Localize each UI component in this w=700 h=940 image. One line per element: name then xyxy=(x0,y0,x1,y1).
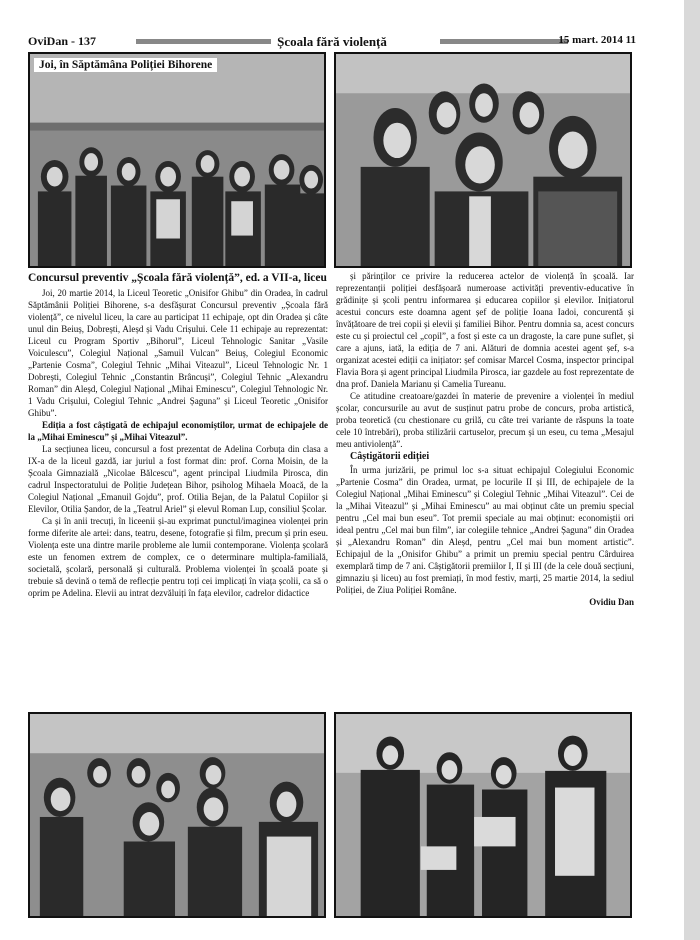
article-headline: Concursul preventiv „Școala fără violență”, ed. a VII-a, liceu xyxy=(28,272,327,284)
section-title: Școala fără violență xyxy=(277,34,387,49)
paragraph: Joi, 20 martie 2014, la Liceul Teoretic „Onisifor Ghibu” din Oradea, în cadrul Săptămânii Poliției Bihorene, s-a desfășurat Concursul preventiv „Școala fără violență”, ce nivelul liceu, la care au participat 11 echipaje, opt din Oradea și câte unul din Beiuș, Dobrești, Aleșd și Vadu Crișului. Cele 11 echipaje au reprezentat: Liceul cu Program Sportiv „Bihorul”, Liceul Tehnologic Sanitar „Vasile Voiculescu”, Colegiul Național „Samuil Vulcan” Beiuș, Colegiul Economic „Partenie Cosma”, Colegiul Tehnic „Mihai Viteazul”, Liceul Tehnologic Nr. 1 Dobrești, Colegiul Tehnic „Constantin Brâncuși”, Colegiul Tehnic „Alexandru Roman” din Aleșd, Colegiul Național „Mihai Eminescu”, Colegiul Tehnologic Nr. 1 Vadu Crișului, Colegiul Tehnic „Andrei Șaguna” și Liceul Teoretic „Onisifor Ghibu”. xyxy=(28,288,328,418)
paragraph-highlight: Ediția a fost câștigată de echipajul economiștilor, urmat de echipajele de la „Mihai Eminescu” și „Mihai Viteazul”. xyxy=(28,420,328,442)
photo-image xyxy=(336,54,630,266)
author-signature: Ovidiu Dan xyxy=(589,597,634,607)
issue-date: 15 mart. 2014 11 xyxy=(558,34,636,46)
page-edge-shadow xyxy=(684,0,700,940)
photo-image xyxy=(30,54,324,266)
paragraph: și părinților ce privire la reducerea actelor de violență în școală. Iar reprezentanții poliției desfășoară numeroase activități preventiv-educative în grădinițe și școli pentru informarea și educarea copiilor și elevilor. Inițiatorul acestui concurs este doamna agent șef de poliție Ioana Iadoi, concurentă și învățătoare de trei copii și elevii și familiei Bihor. Pentru domnia sa, acest concurs este cu și proiectul cel „copil”, a fost și este ca un dragoste, la care pune suflet, și care a ajuns, iată, la ediția de 7 ani. Alături de domnia acestei agent șef, s-a organizat acestei ediții ca inițiator: șef comisar Marcel Cosma, inspector principal Flavia Bora și agent principal Liudmila Pirosca, iar gazdele au fost reprezentate de dna prof. Daniela Marianu și Camelia Tureanu. xyxy=(336,271,634,389)
paragraph: Ce atitudine creatoare/gazdei în materie de prevenire a violenței în mediul școlar, concursurile au avut de susținut patru probe de concurs, proba artistică, proba teoretică (cu chestionare cu grilă, cu câte trei variante de răspuns la toate cele 10 întrebări), proba stilizării cartuselor, precum și un eseu, cu tema „Mesajul meu antiviolență”. xyxy=(336,391,634,449)
header-rule-left xyxy=(136,39,271,44)
photo-image xyxy=(336,714,630,916)
photo-award-ceremony xyxy=(334,712,632,918)
paragraph: În urma jurizării, pe primul loc s-a situat echipajul Colegiului Economic „Partenie Cosma” din Oradea, urmat, pe locurile II și III, de echipajele de la Colegiul Național „Mihai Eminescu” și Colegiul Tehnic „Mihai Viteazul”. Cei de la „Mihai Viteazul” și „Mihai Eminescu” au mai obținut câte un premiu special pentru „Cel mai bun eseu”. Tot premii speciale au mai obținut: economiștii ori ideal pentru „Cel mai bun film”, iar colegiile tehnice „Andrei Șaguna” din Oradea și „Alexandru Roman” din Aleșd, pentru „Cel mai bun moment artistic”. Echipajul de la „Onisifor Ghibu” a primit un premiu special pentru Cârduirea exemplară timp de 7 ani. Câștigătorii premiilor I, II și III (de la cele două secțiuni, gimnaziu și liceu) au fost premiați, în mod festiv, marți, 25 martie 2014, la sediul Poliției, de Ziua Poliției Române. xyxy=(336,465,634,595)
issue-number: OviDan - 137 xyxy=(28,34,97,48)
subheading-winners: Câștigătorii ediției xyxy=(350,451,430,462)
article-column-left xyxy=(28,287,328,707)
paragraph: Ca și în anii trecuți, în liceenii și-au exprimat punctul/imaginea violenței prin forme diferite ale artei: dans, teatru, desene, fotografie și film, precum și prin eseu. Violența este una dintre marile probleme ale lumii contemporane. Violența școlară este un fenomen extrem de complex, ce o determinare multipla-familială, societală, școlară, personală și culturală. Problema violenței în școală poate și trebuie să devină o temă de reflecție pentru toți cei implicați în viața școlii, ca să o oprim pe Adelina. Elevii au intrat dezvăluiți în fața elevilor, cadrelor didactice xyxy=(28,516,328,598)
photo-students-bottom xyxy=(28,712,326,918)
page-header xyxy=(28,34,636,50)
article-column-right xyxy=(336,270,634,706)
photo-students-group xyxy=(28,52,326,268)
header-rule-right xyxy=(440,39,568,44)
photo-teacher-with-students xyxy=(334,52,632,268)
photo-image xyxy=(30,714,324,916)
photo-caption: Joi, în Săptămâna Poliției Bihorene xyxy=(34,58,217,72)
paragraph: La secțiunea liceu, concursul a fost prezentat de Adelina Corbuța din clasa a IX-a de la liceul gazdă, iar juriul a fost format din: prof. Corna Moisin, de la Școala Gimnazială „Nicolae Bălcescu”, agent principal Liudmila Pirosca, din cadrul Inspectoratului de Poliție Județean Bihor, psiholog Mihaela Moacă, de la Colegiul Național „Emanuil Gojdu”, prof. Otilia Bejan, de la Palatul Copiilor și Elevilor, Otilia Șandor, de la „Teatrul Ariel” și elevul Roman Lup, consiliul Școlar. xyxy=(28,444,328,514)
